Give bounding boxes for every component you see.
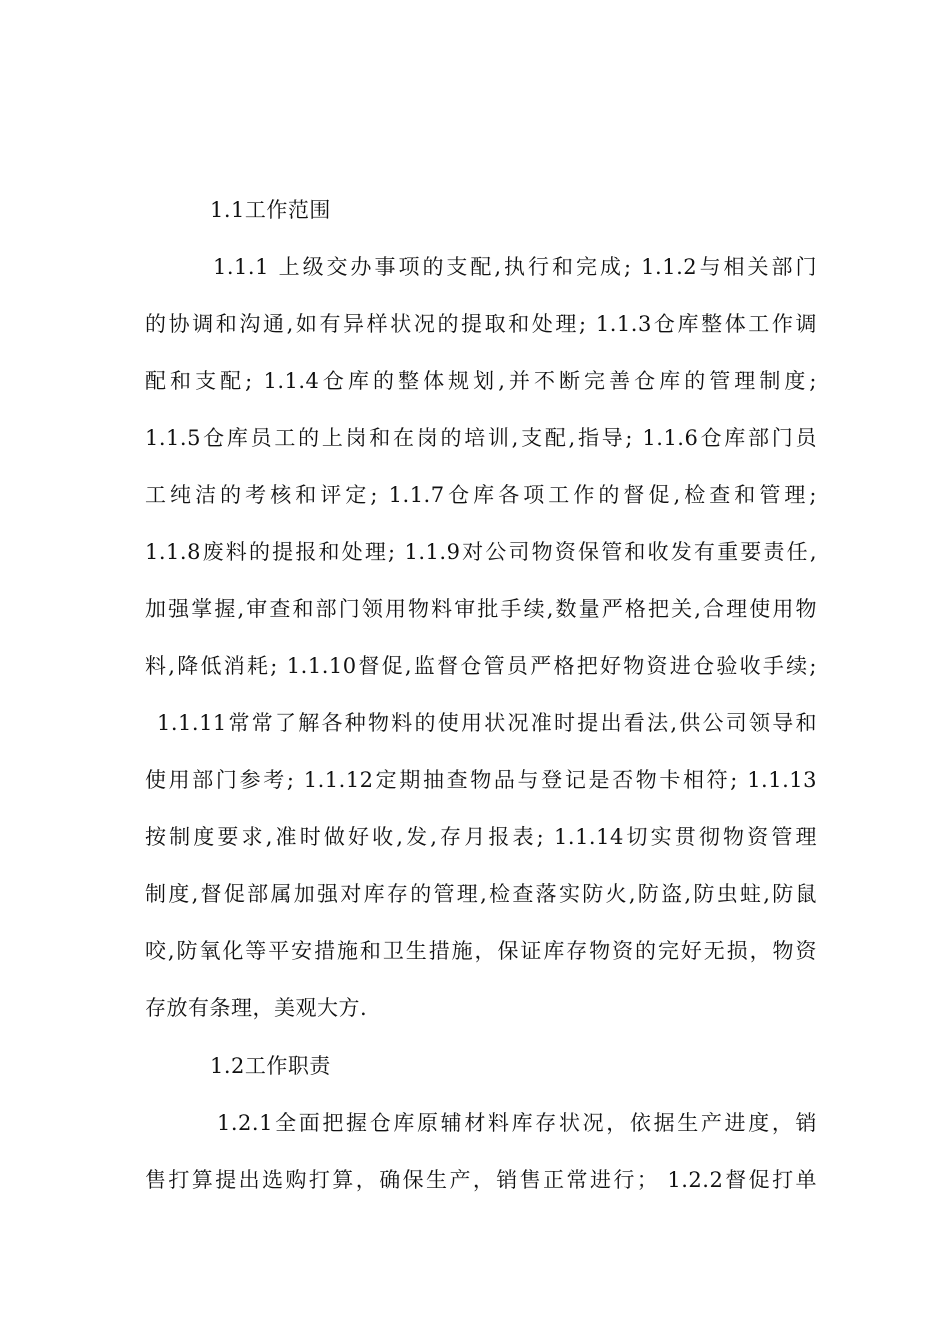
paragraph-line: 售打算提出选购打算，确保生产，销售正常进行； 1.2.2督促打单 [145, 1168, 817, 1192]
paragraph-line-last: 存放有条理，美观大方. [145, 996, 368, 1020]
paragraph-line: 工纯洁的考核和评定; 1.1.7仓库各项工作的督促,检查和管理; [145, 483, 817, 507]
paragraph-line: 料,降低消耗; 1.1.10督促,监督仓管员严格把好物资进仓验收手续; [145, 654, 817, 678]
paragraph-line: 咬,防氧化等平安措施和卫生措施，保证库存物资的完好无损，物资 [145, 939, 817, 963]
paragraph-line: 的协调和沟通,如有异样状况的提取和处理; 1.1.3仓库整体工作调 [145, 312, 817, 336]
paragraph-line: 加强掌握,审查和部门领用物料审批手续,数量严格把关,合理使用物 [145, 597, 817, 621]
paragraph-line: 配和支配; 1.1.4仓库的整体规划,并不断完善仓库的管理制度; [145, 369, 817, 393]
paragraph-line: 1.1.8废料的提报和处理; 1.1.9对公司物资保管和收发有重要责任, [145, 540, 817, 564]
paragraph-line: 1.1.5仓库员工的上岗和在岗的培训,支配,指导; 1.1.6仓库部门员 [145, 426, 817, 450]
paragraph-line: 按制度要求,准时做好收,发,存月报表; 1.1.14切实贯彻物资管理 [145, 825, 817, 849]
paragraph-line: 1.2.1全面把握仓库原辅材料库存状况，依据生产进度，销 [217, 1111, 817, 1135]
paragraph-line: 使用部门参考; 1.1.12定期抽查物品与登记是否物卡相符; 1.1.13 [145, 768, 817, 792]
section-heading-1-1: 1.1工作范围 [210, 198, 331, 222]
paragraph-line: 1.1.11常常了解各种物料的使用状况准时提出看法,供公司领导和 [157, 711, 817, 735]
paragraph-line: 1.1.1 上级交办事项的支配,执行和完成; 1.1.2与相关部门 [213, 255, 817, 279]
paragraph-line: 制度,督促部属加强对库存的管理,检查落实防火,防盗,防虫蛀,防鼠 [145, 882, 817, 906]
section-heading-1-2: 1.2工作职责 [210, 1054, 331, 1078]
